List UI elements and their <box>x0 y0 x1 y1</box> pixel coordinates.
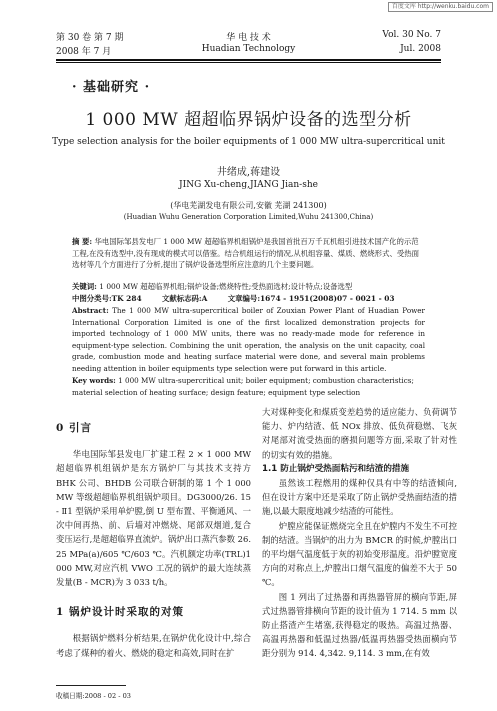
clc-number: 中图分类号:TK 284 <box>72 294 142 303</box>
footnote-rule <box>56 685 126 686</box>
section-0-heading: 0 引言 <box>56 422 92 434</box>
article-number: 文章编号:1674 - 1951(2008)07 - 0021 - 03 <box>227 294 395 303</box>
section-1-1-paragraph-2: 炉膛应能保证燃烧完全且在炉膛内不发生不可控制的结渣。当锅炉的出力为 BMCR 的时候,炉膛出口的平均烟气温度低于灰的初始变形温度。沿炉膛宽度方向的对称点上,炉膛出口烟气温度的偏差不大于 50 ℃。 <box>262 520 457 588</box>
right-intro-paragraph: 大对煤种变化和煤质变差趋势的适应能力、负荷调节能力、炉内结渣、低 NOx 排放、低负荷稳燃、飞灰对尾部对流受热面的磨损问题等方面,采取了针对性的切实有效的措施。 <box>262 407 457 460</box>
keywords-en-label: Key words: <box>72 376 116 385</box>
affiliation-cn: (华电芜湖发电有限公司,安徽 芜湖 241300) <box>170 201 327 210</box>
body-column-left <box>56 405 251 705</box>
section-0-paragraph: 华电国际邹县发电厂扩建工程 2 × 1 000 MW 超超临界机组锅炉是东方锅炉厂与其技术支持方 BHK 公司、BHDB 公司联合研制的第 1 个 1 000 MW 等级超超临界机组锅炉项目。DG3000/26. 15 - Ⅱ1 型锅炉采用单炉膛,倒 U 型布置、平衡通风、一次中间再热、前、后墙对冲燃烧、尾部双烟道,复合变压运行,是超超临界直流炉。锅炉出口蒸汽参数 26. 25 MPa(a)/605 ℃/603 ℃。汽机额定功率(TRL)1 000 MW,对应汽机 VWO 工况的锅炉的最大连续蒸发量(B - MCR)为 3 033 t/h。 <box>56 449 251 588</box>
abstract-cn-label: 摘 要: <box>72 237 93 246</box>
authors-cn: 井绪成,蒋建设 <box>216 167 281 178</box>
keywords-cn-text: 1 000 MW 超超临界机组;锅炉设备;燃烧特性;受热面选材;设计特点;设备选型 <box>99 282 353 291</box>
abstract-en-label: Abstract: <box>72 306 109 315</box>
section-1-heading: 1 锅炉设计时采取的对策 <box>56 606 184 619</box>
volume-cn: 第 30 卷 第 7 期 <box>56 33 124 43</box>
abstract-cn <box>72 236 425 282</box>
body-column-right <box>262 405 457 705</box>
section-1-1-heading: 1.1 防止锅炉受热面粘污和结渣的措施 <box>262 463 410 474</box>
section-1-paragraph: 根据锅炉燃料分析结果,在锅炉优化设计中,综合考虑了煤种的着火、燃烧的稳定和高效,同时在扩 <box>56 633 251 658</box>
abstract-en-text: The 1 000 MW ultra-supercritical boiler of Zouxian Power Plant of Huadian Power International Corporation Limited is one of the first localized demonstration projects for imported technology of 1 000 MW units, there was no ready-made mode for reference in equipment-type selection. Combining the unit operation, the analysis on the unit capacity, coal grade, combustion mode and heating surface material were done, and several main problems needing attention in boiler equipments type selection were put forward in this article. <box>72 306 425 373</box>
journal-cn: 华 电 技 术 <box>226 33 271 43</box>
section-1-1-paragraph-1: 虽然该工程燃用的煤种仅具有中等的结渣倾向,但在设计方案中还是采取了防止锅炉受热面结渣的措施,以最大限度地减少结渣的可能性。 <box>262 478 457 517</box>
affiliation-en: (Huadian Wuhu Generation Corporation Limited,Wuhu 241300,China) <box>123 213 374 221</box>
authors-en: JING Xu-cheng,JIANG Jian-she <box>179 180 318 190</box>
section-label: · 基础研究 · <box>72 80 151 95</box>
article-title-en: Type selection analysis for the boiler equipments of 1 000 MW ultra-supercritical unit <box>52 137 445 147</box>
keywords-en <box>72 375 425 399</box>
document-code: 文献标志码:A <box>161 294 208 303</box>
article-title-cn: 1 000 MW 超超临界锅炉设备的选型分析 <box>85 110 412 130</box>
abstract-en <box>72 305 425 376</box>
volume-en: Vol. 30 No. 7 <box>382 30 441 40</box>
journal-en: Huadian Technology <box>201 44 296 54</box>
date-cn: 2008 年 7 月 <box>56 47 112 57</box>
keywords-en-text: 1 000 MW ultra-supercritical unit; boiler equipment; combustion characteristics; material selection of heating surface; design feature; equipment type selection <box>72 376 414 397</box>
date-en: Jul. 2008 <box>400 44 441 54</box>
classification-line <box>72 293 425 305</box>
abstract-cn-text: 华电国际邹县发电厂 1 000 MW 超超临界机组锅炉是我国首批百万千瓦机组引进技术国产化的示范工程,在没有选型中,没有现成的模式可以借鉴。结合机组运行的情况,从机组容量、煤质、燃烧形式、受热面选材等几个方面进行了分析,提出了锅炉设备选型所应注意的几个主要问题。 <box>72 237 420 270</box>
keywords-cn <box>72 281 425 293</box>
header-rule-thick <box>56 59 441 61</box>
header-rule-thin <box>56 62 441 63</box>
watermark: 百度文库 http://wenku.baidu.com <box>388 2 493 12</box>
keywords-cn-label: 关键词: <box>72 282 97 291</box>
received-date: 收稿日期:2008 - 02 - 03 <box>56 692 131 700</box>
section-1-1-paragraph-3: 图 1 列出了过热器和再热器管屏的横向节距,屏式过热器管排横向节距的设计值为 1 714. 5 mm 以防止搭渣产生堵塞,获得稳定的吸热。高温过热器、高温再热器和低温过热器/低温再热器受热面横向节距分别为 914. 4,342. 9,114. 3 mm,在有效 <box>262 591 457 659</box>
